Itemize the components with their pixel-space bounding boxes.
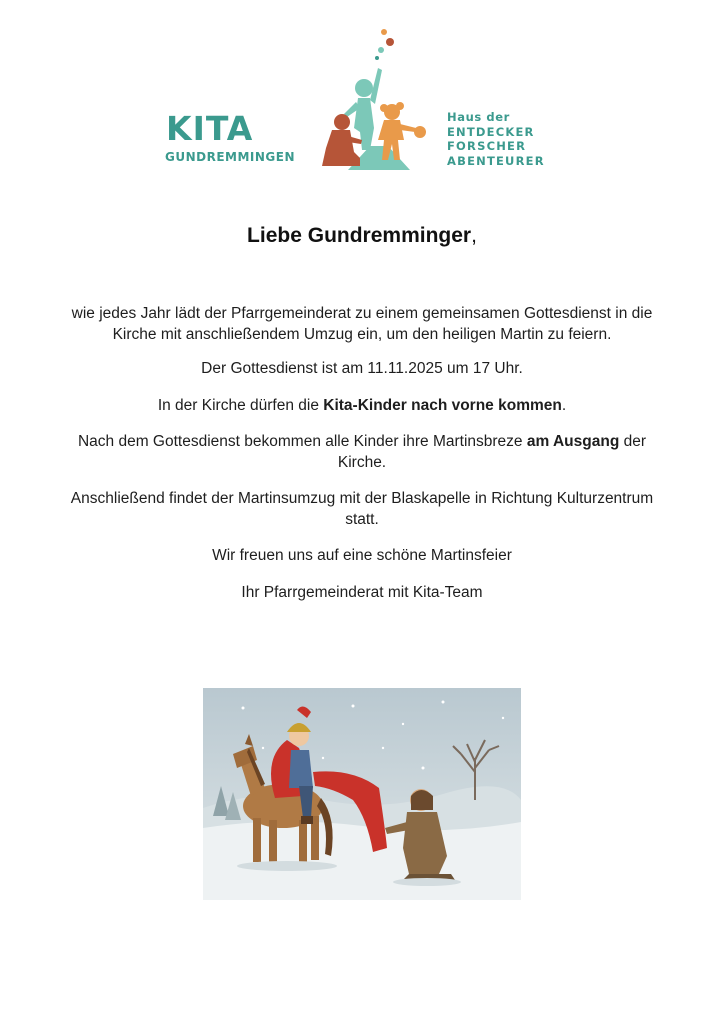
text: .: [561, 396, 567, 414]
paragraph-date: Der Gottesdienst ist am 11.11.2025 um 17 Uhr.: [201, 360, 523, 377]
logo-gundremmingen-text: GUNDREMMINGEN: [165, 150, 296, 164]
bold-text: am Ausgang: [526, 433, 620, 450]
st-martin-image: [203, 688, 521, 900]
greeting-punct: ,: [471, 224, 477, 247]
st-martin-illustration: [203, 688, 521, 900]
paragraph-martinsbreze: [70, 432, 654, 473]
text: Nach dem Gottesdienst bekommen alle Kinder ihre Martinsbreze: [77, 433, 527, 450]
greeting-text: Liebe Gundremminger: [247, 224, 472, 247]
tagline-line: ENTDECKER: [447, 124, 535, 139]
letter-body: [70, 304, 654, 619]
header-logo: [0, 14, 724, 168]
text: der Kirche.: [337, 433, 647, 471]
children-logo-icon: [318, 28, 430, 170]
paragraph-signature: Ihr Pfarrgemeinderat mit Kita-Team: [241, 583, 483, 601]
paragraph-procession: Anschließend findet der Martinsumzug mit der Blaskapelle in Richtung Kulturzentrum statt.: [70, 490, 654, 528]
bold-text: Kita-Kinder nach vorne kommen: [323, 396, 562, 414]
paragraph-closing: Wir freuen uns auf eine schöne Martinsfeier: [212, 547, 512, 564]
tagline-line: Haus der: [447, 110, 510, 124]
tagline-line: ABENTEURER: [447, 153, 545, 168]
paragraph-invitation: wie jedes Jahr lädt der Pfarrgemeinderat zu einem gemeinsamen Gottesdienst in die Kirche mit anschließendem Umzug ein, um den heiligen Martin zu feiern.: [71, 305, 653, 343]
logo-tagline: [447, 110, 545, 168]
paragraph-children-front: [70, 396, 654, 417]
text: In der Kirche dürfen die: [157, 396, 324, 414]
tagline-line: FORSCHER: [447, 139, 527, 153]
letter-greeting: [0, 224, 724, 248]
logo-kita-text: KITA: [166, 109, 254, 148]
